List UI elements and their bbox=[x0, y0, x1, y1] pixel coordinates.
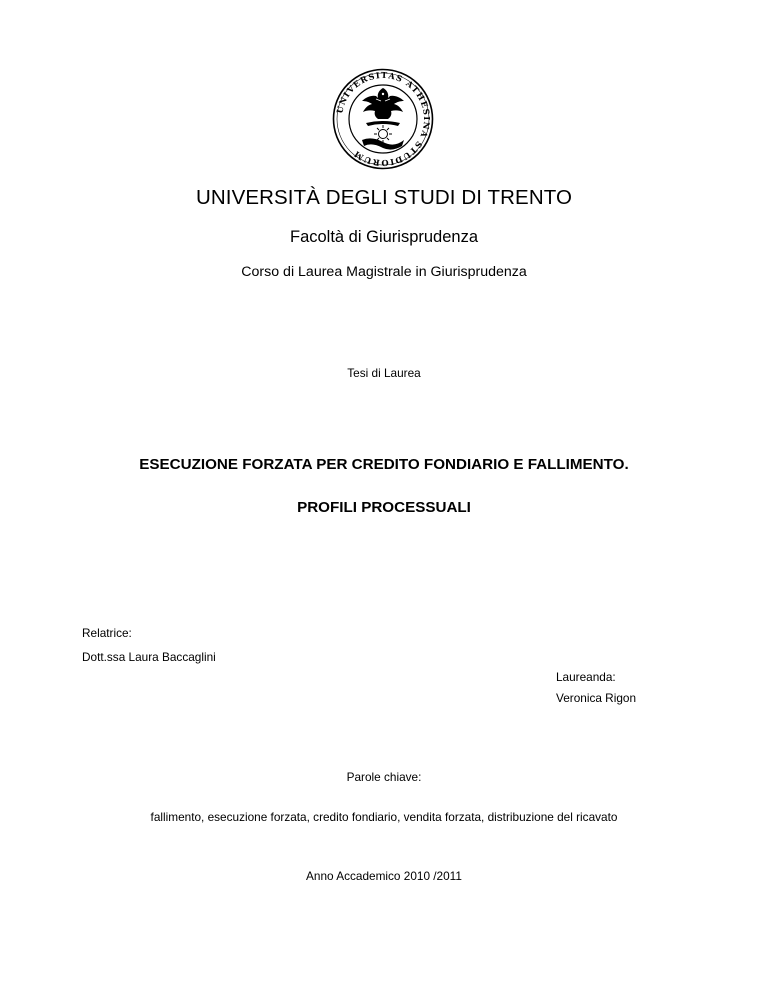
thesis-title-line-1: ESECUZIONE FORZATA PER CREDITO FONDIARIO E FALLIMENTO. bbox=[139, 456, 629, 473]
academic-year: Anno Accademico 2010 /2011 bbox=[306, 869, 462, 883]
eagle-emblem-icon bbox=[362, 88, 404, 119]
keywords-list: fallimento, esecuzione forzata, credito fondiario, vendita forzata, distribuzione del ricavato bbox=[150, 810, 618, 824]
supervisor-label: Relatrice: bbox=[82, 626, 132, 640]
university-name: UNIVERSITÀ DEGLI STUDI DI TRENTO bbox=[195, 186, 573, 209]
candidate-name: Veronica Rigon bbox=[556, 691, 637, 705]
candidate-label: Laureanda: bbox=[556, 670, 616, 684]
university-seal-logo bbox=[332, 68, 434, 170]
supervisor-name: Dott.ssa Laura Baccaglini bbox=[82, 650, 216, 664]
thesis-type: Tesi di Laurea bbox=[347, 366, 421, 380]
thesis-title-line-2: PROFILI PROCESSUALI bbox=[297, 499, 471, 516]
seal-ring-text: UNIVERSITAS ATHESINA STUDIORUM bbox=[334, 69, 433, 169]
faculty-name: Facoltà di Giurisprudenza bbox=[289, 228, 478, 246]
keywords-label: Parole chiave: bbox=[346, 770, 422, 784]
course-name: Corso di Laurea Magistrale in Giurisprudenza bbox=[241, 264, 527, 280]
